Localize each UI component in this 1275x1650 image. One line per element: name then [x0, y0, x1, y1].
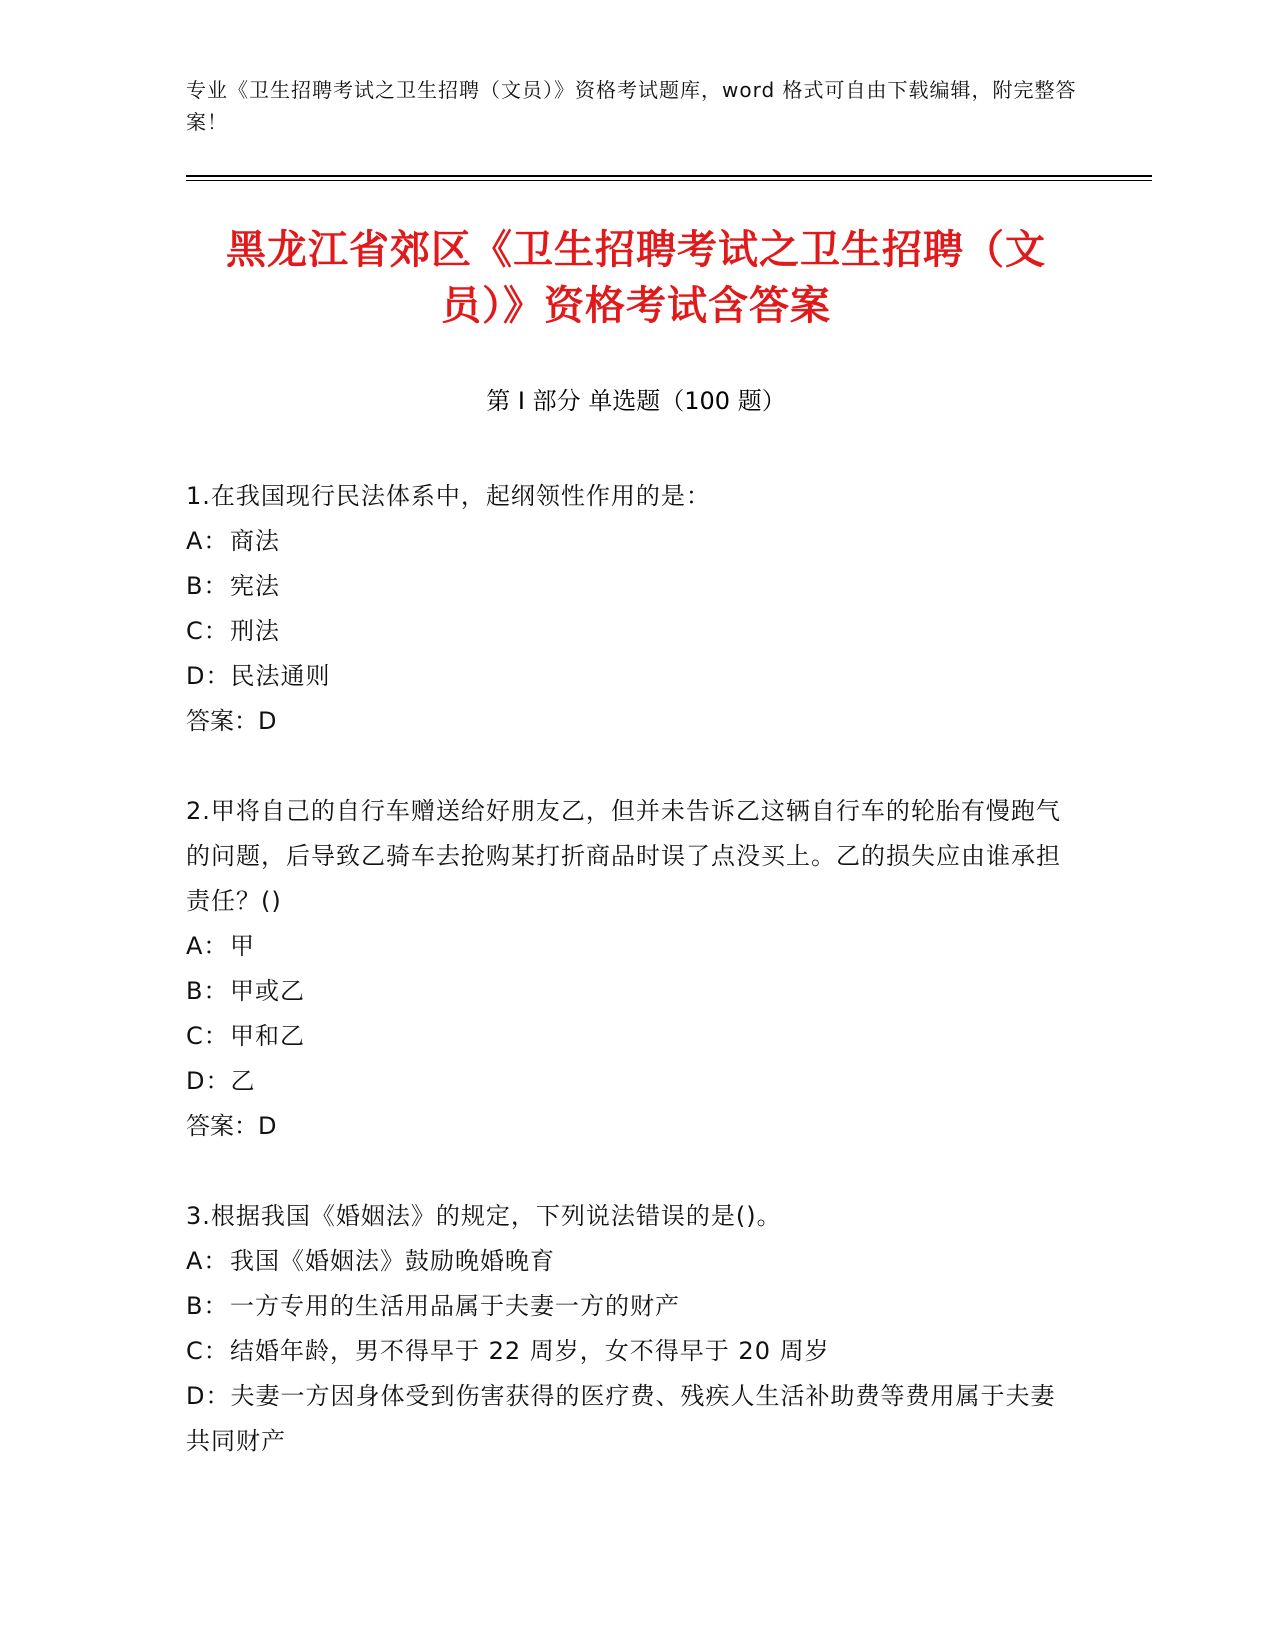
option-key: A：: [186, 932, 229, 960]
option-text: 甲或乙: [230, 977, 305, 1005]
option-b: [186, 564, 1076, 609]
option-key: D：: [186, 1067, 231, 1095]
option-a: [186, 519, 1076, 564]
option-text: 甲: [230, 932, 255, 960]
option-c: [186, 1329, 1076, 1374]
option-text: 一方专用的生活用品属于夫妻一方的财产: [230, 1292, 680, 1320]
section-title: 第 I 部分 单选题（100 题）: [486, 387, 786, 415]
option-text: 结婚年龄，男不得早于 22 周岁，女不得早于 20 周岁: [230, 1337, 830, 1365]
option-key: D：: [186, 1382, 231, 1410]
header-note: 专业《卫生招聘考试之卫生招聘（文员）》资格考试题库，word 格式可自由下载编辑，附完整答案！: [186, 78, 1077, 134]
option-key: A：: [186, 527, 229, 555]
option-key: D：: [186, 662, 231, 690]
option-text: 甲和乙: [230, 1022, 305, 1050]
question-1: [186, 474, 1076, 744]
answer: 答案：D: [186, 707, 277, 735]
option-text: 夫妻一方因身体受到伤害获得的医疗费、残疾人生活补助费等费用属于夫妻共同财产: [186, 1382, 1056, 1455]
document-title: 黑龙江省郊区《卫生招聘考试之卫生招聘（文员）》资格考试含答案: [226, 227, 1046, 329]
option-b: [186, 969, 1076, 1014]
option-text: 刑法: [230, 617, 280, 645]
option-key: C：: [186, 617, 229, 645]
option-key: C：: [186, 1022, 229, 1050]
header-divider-thick: [186, 175, 1152, 177]
option-b: [186, 1284, 1076, 1329]
option-c: [186, 1014, 1076, 1059]
option-a: [186, 924, 1076, 969]
option-key: B：: [186, 1292, 229, 1320]
question-list: [186, 474, 1076, 1509]
option-key: B：: [186, 572, 229, 600]
question-stem: 1.在我国现行民法体系中，起纲领性作用的是：: [186, 482, 711, 510]
option-text: 商法: [230, 527, 280, 555]
question-3: [186, 1194, 1076, 1464]
option-key: B：: [186, 977, 229, 1005]
question-stem: 2.甲将自己的自行车赠送给好朋友乙，但并未告诉乙这辆自行车的轮胎有慢跑气的问题，后导致乙骑车去抢购某打折商品时误了点没买上。乙的损失应由谁承担责任？(): [186, 797, 1061, 915]
header-divider-thin: [186, 180, 1152, 181]
option-key: C：: [186, 1337, 229, 1365]
answer: 答案：D: [186, 1112, 277, 1140]
option-text: 宪法: [230, 572, 280, 600]
option-text: 我国《婚姻法》鼓励晚婚晚育: [230, 1247, 555, 1275]
option-text: 乙: [230, 1067, 256, 1095]
option-c: [186, 609, 1076, 654]
option-text: 民法通则: [230, 662, 331, 690]
option-d: [186, 654, 1076, 699]
question-stem: 3.根据我国《婚姻法》的规定，下列说法错误的是()。: [186, 1202, 782, 1230]
question-2: [186, 789, 1076, 1149]
option-a: [186, 1239, 1076, 1284]
option-key: A：: [186, 1247, 229, 1275]
option-d: [186, 1059, 1076, 1104]
option-d: [186, 1374, 1076, 1464]
